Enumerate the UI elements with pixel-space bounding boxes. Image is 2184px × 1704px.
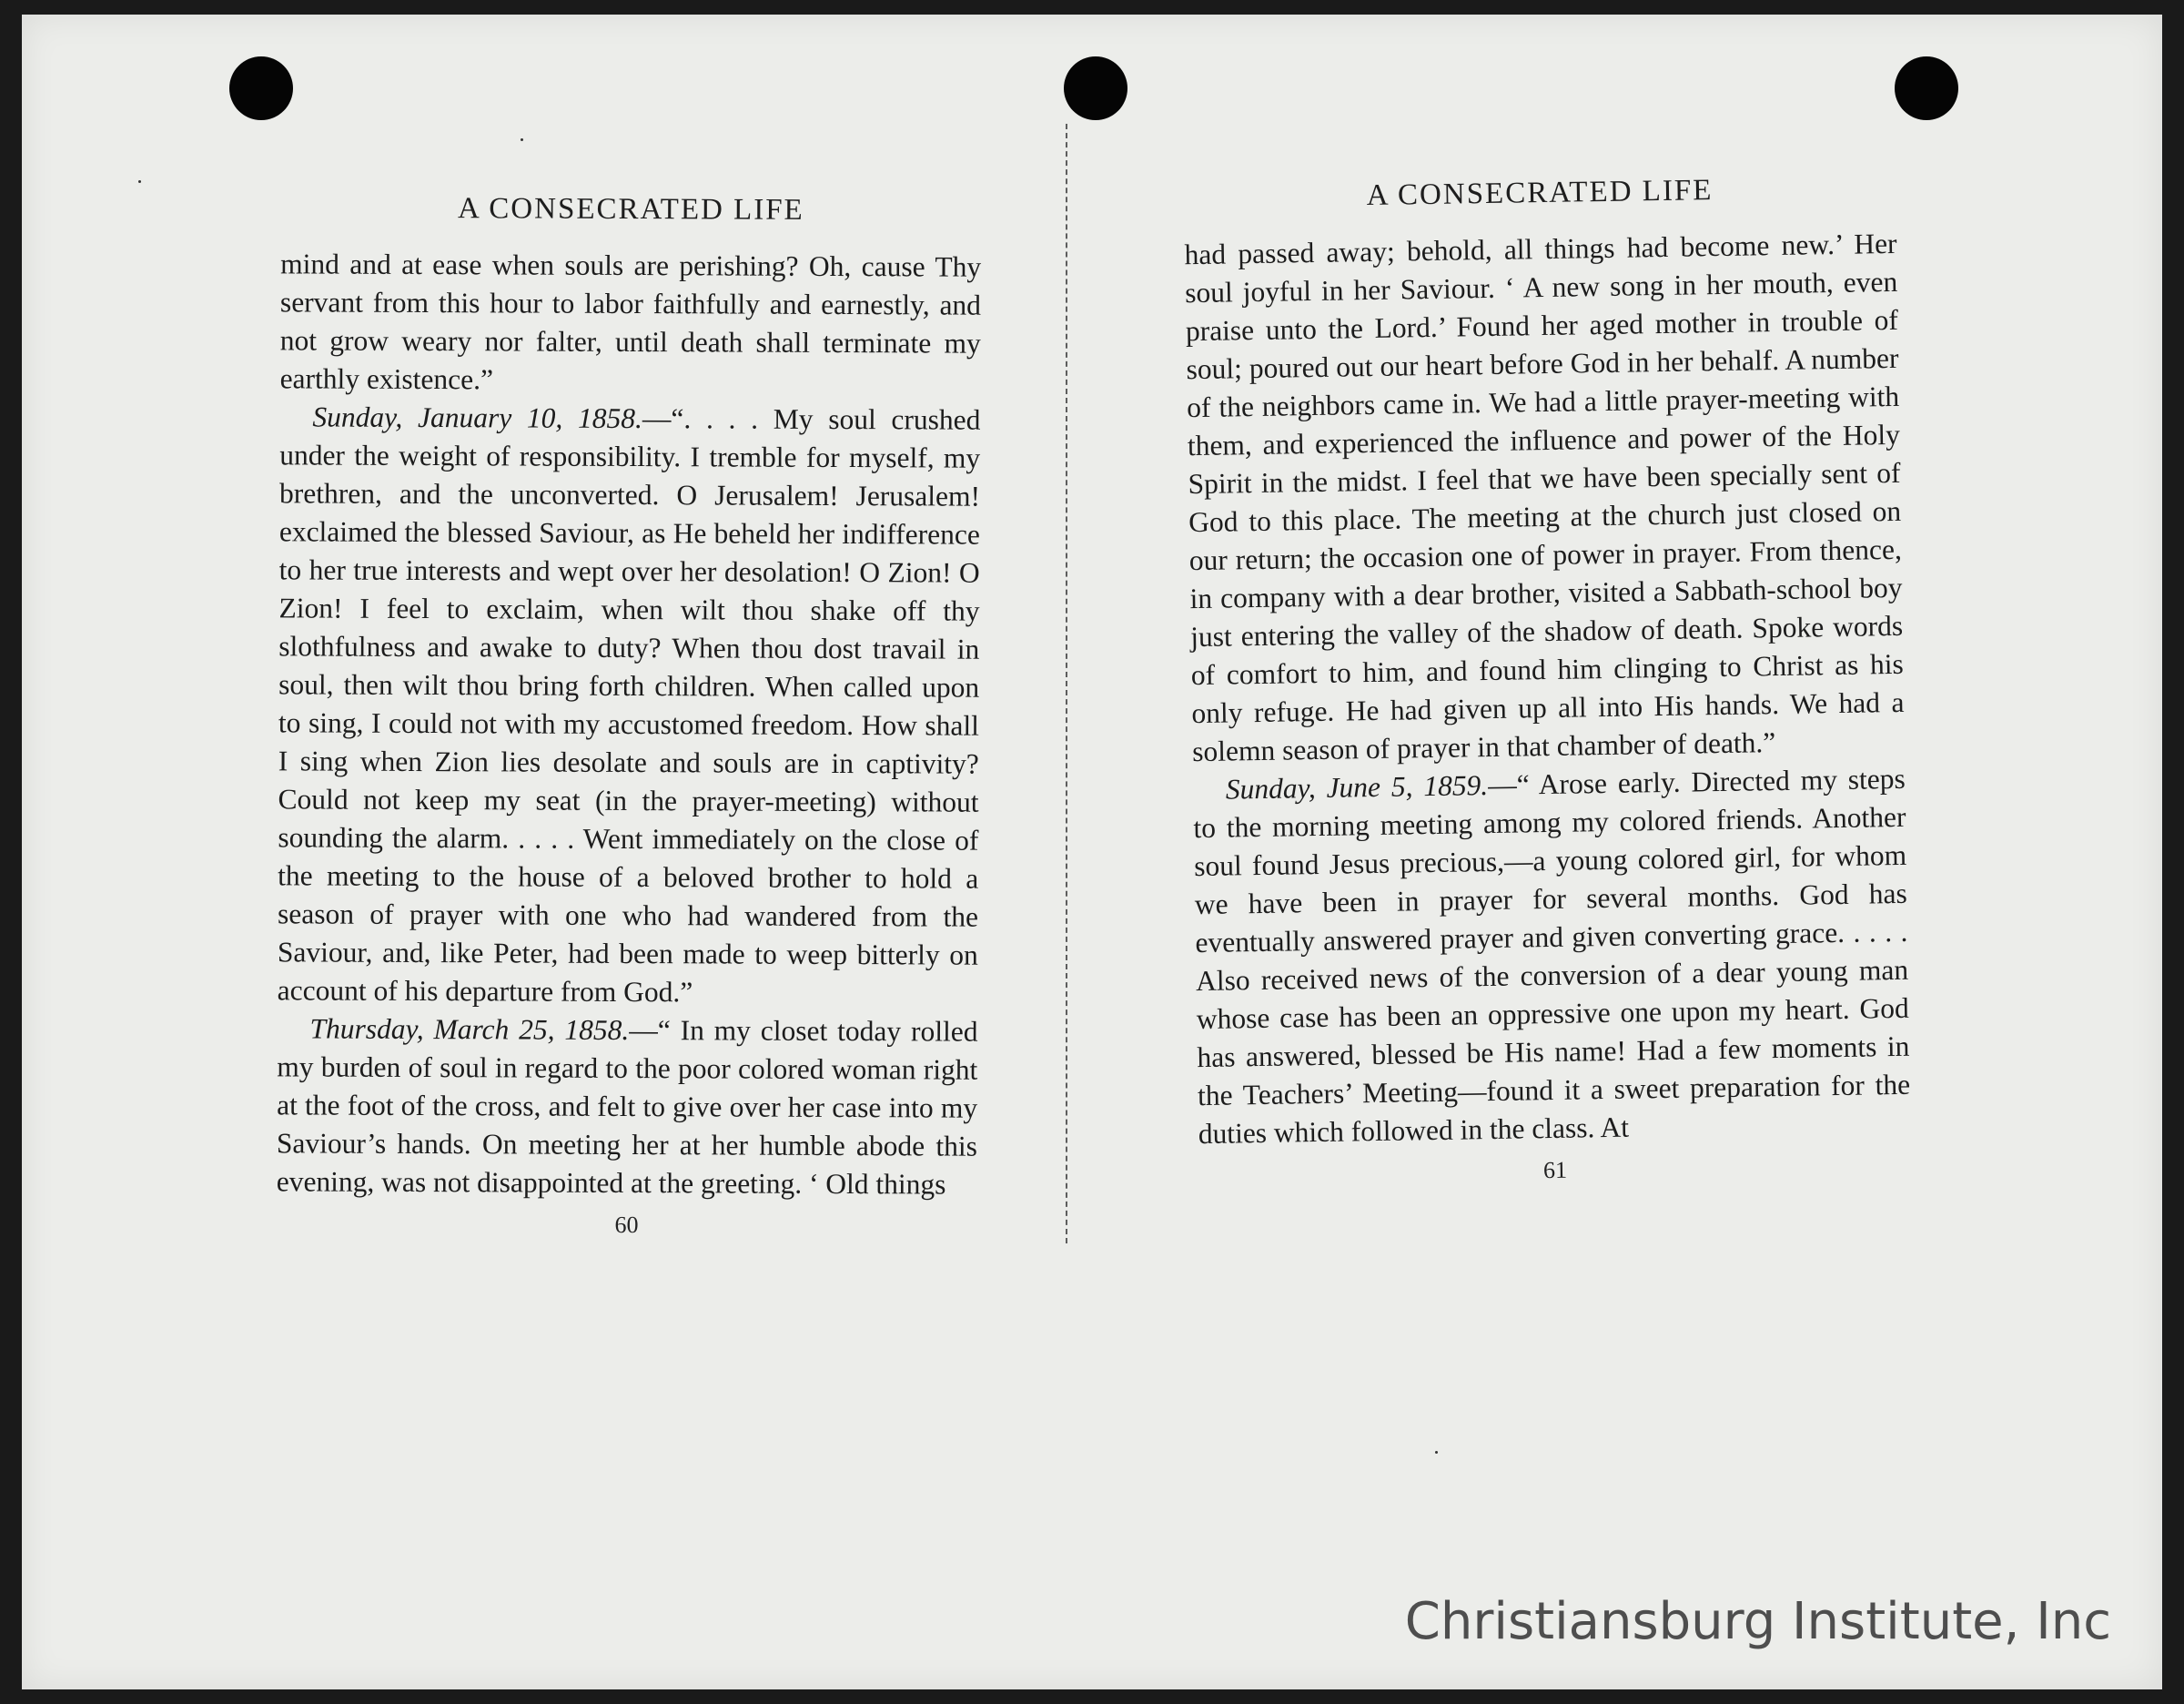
page-number: 61 xyxy=(1542,1156,1568,1184)
page-body xyxy=(1184,225,1911,1153)
paragraph xyxy=(1184,225,1905,771)
entry-date: Thursday, March 25, 1858. xyxy=(309,1012,630,1047)
ink-speck xyxy=(1435,1451,1438,1454)
paragraph xyxy=(1193,760,1912,1153)
ink-speck xyxy=(521,138,523,141)
running-head: A CONSECRATED LIFE xyxy=(457,192,804,227)
paragraph-text: mind and at ease when souls are perishing? Oh, cause Thy servant from this hour to labor faithfully and earnestly, and not grow weary nor falter, until death shall terminate my earthly existence.” xyxy=(279,248,982,396)
binder-hole-left xyxy=(229,56,293,120)
entry-date: Sunday, January 10, 1858. xyxy=(312,401,643,435)
ink-speck xyxy=(138,180,141,183)
page-number: 60 xyxy=(614,1211,639,1239)
paragraph-text: —“ In my closet today rolled my burden of soul in regard to the poor colored woman right at the foot of the cross, and felt to give over her case into my Saviour’s hands. On meeting her at her humble abode this evening, was not disappointed at the greeting. ‘ Old things xyxy=(276,1014,978,1201)
running-head: A CONSECRATED LIFE xyxy=(1366,174,1714,213)
paragraph-text: —“ Arose early. Directed my steps to the morning meeting among my colored friends. Another soul found Jesus precious,—a young colored girl, for whom we have been in prayer for several months. God has eventually answered prayer and given converting grace. . . . . Also received news of the conversion of a dear young man whose case has been an oppressive one upon my heart. God has answered, blessed be His name! Had a few moments in the Teachers’ Meeting—found it a sweet preparation for the duties which followed in the class. At xyxy=(1193,762,1911,1151)
watermark: Christiansburg Institute, Inc xyxy=(1404,1592,2111,1651)
binder-hole-right xyxy=(1895,56,1958,120)
paragraph xyxy=(278,398,981,1012)
paragraph-text: —“. . . . My soul crushed under the weight of responsibility. I tremble for myself, my brethren, and the unconverted. O Jerusalem! Jerusalem! exclaimed the blessed Saviour, as He beheld her indifference to her true interests and wept over her desolation! O Zion! O Zion! I feel to exclaim, when wilt thou shake off thy slothfulness and awake to duty? When thou dost travail in soul, then wilt thou bring forth children. When called upon to sing, I could not with my accustomed freedom. How shall I sing when Zion lies desolate and souls are in captivity? Could not keep my seat (in the prayer-meeting) without sounding the alarm. . . . . Went immediately on the close of the meeting to the house of a beloved brother to hold a season of prayer with one who had wandered from the Saviour, and, like Peter, had been made to weep bitterly on account of his departure from God.” xyxy=(277,402,981,1009)
right-page xyxy=(1183,171,1911,1190)
scanned-sheet xyxy=(22,15,2162,1689)
left-page xyxy=(276,191,981,1240)
page-body xyxy=(277,245,982,1203)
paragraph xyxy=(277,1009,978,1203)
paragraph xyxy=(280,245,982,401)
page-fold-line xyxy=(1066,124,1067,1243)
paragraph-text: had passed away; behold, all things had become new.’ Her soul joyful in her Saviour. ‘ A new song in her mouth, even praise unto the Lord.’ Found her aged mother in trouble of soul; poured out our heart before God in her behalf. A number of the neighbors came in. We had a little prayer-meeting with them, and experienced the influence and power of the Holy Spirit in the midst. I feel that we have been specially sent of God to this place. The meeting at the church just closed on our return; the occasion one of power in prayer. From thence, in company with a dear brother, visited a Sabbath-school boy just entering the valley of the shadow of death. Spoke words of comfort to him, and found him clinging to Christ as his only refuge. He had given up all into His hands. We had a solemn season of prayer in that chamber of death.” xyxy=(1184,227,1905,768)
binder-hole-center xyxy=(1064,56,1127,120)
entry-date: Sunday, June 5, 1859. xyxy=(1225,769,1489,806)
